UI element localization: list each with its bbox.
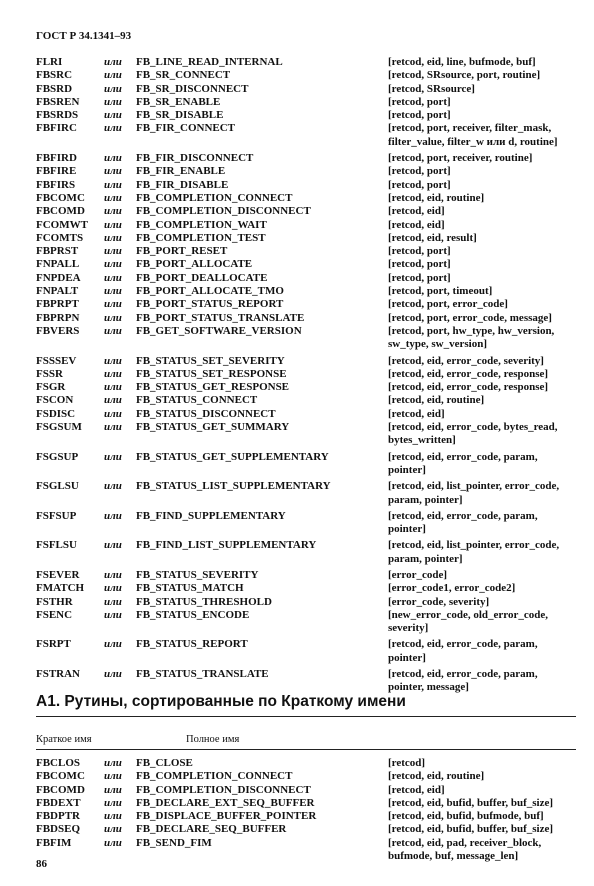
routine-short-name: FBDSEQ xyxy=(36,823,81,836)
or-word: или xyxy=(104,450,122,463)
routine-full-name: FB_STATUS_CONNECT xyxy=(136,394,258,407)
table-row xyxy=(36,232,576,245)
or-word: или xyxy=(104,582,122,595)
routine-short-name: FBPRPT xyxy=(36,298,79,311)
routine-full-name: FB_SR_ENABLE xyxy=(136,95,221,108)
routine-full-name: FB_PORT_ALLOCATE xyxy=(136,258,253,271)
routine-full-name xyxy=(136,652,388,665)
routine-args: [retcod, port, receiver, routine] xyxy=(388,152,533,165)
table-row xyxy=(36,609,576,622)
routine-args: [retcod, eid, error_code, param, xyxy=(388,509,538,522)
routine-short-name: FBSREN xyxy=(36,95,80,108)
table-row-continuation xyxy=(36,652,576,665)
routine-short-name: FCOMTS xyxy=(36,231,84,244)
routine-full-name: FB_DISPLACE_BUFFER_POINTER xyxy=(136,810,317,823)
routine-args: [retcod, SRsource] xyxy=(388,82,475,95)
or-word: или xyxy=(104,595,122,608)
routine-args: [error_code1, error_code2] xyxy=(388,582,516,595)
or-word: или xyxy=(104,231,122,244)
routine-full-name xyxy=(136,553,388,566)
or-word: или xyxy=(104,298,122,311)
table-row xyxy=(36,394,576,407)
routine-args: [retcod] xyxy=(388,757,426,769)
routine-full-name: FB_SR_DISCONNECT xyxy=(136,82,249,95)
routine-full-name: FB_STATUS_GET_SUMMARY xyxy=(136,421,290,434)
routine-full-name: FB_FIND_LIST_SUPPLEMENTARY xyxy=(136,539,317,552)
routine-args: [retcod, port] xyxy=(388,109,451,122)
routine-args: bytes_written] xyxy=(388,434,456,447)
table-row xyxy=(36,165,576,178)
or-word: или xyxy=(104,509,122,522)
table-row xyxy=(36,179,576,192)
routine-full-name: FB_STATUS_LIST_SUPPLEMENTARY xyxy=(136,480,331,493)
routine-short-name: FSGSUP xyxy=(36,450,79,463)
table-row xyxy=(36,510,576,523)
or-word: или xyxy=(104,205,122,218)
table-row xyxy=(36,582,576,595)
table-row xyxy=(36,823,576,836)
sorted-routine-table xyxy=(36,757,576,863)
or-word: или xyxy=(104,324,122,337)
routine-args: [retcod, port, receiver, filter_mask, xyxy=(388,122,552,135)
table-row xyxy=(36,109,576,122)
routine-short-name: FBCOMC xyxy=(36,770,85,783)
routine-full-name: FB_SR_CONNECT xyxy=(136,69,231,82)
or-word xyxy=(104,434,136,447)
or-word xyxy=(104,553,136,566)
routine-full-name xyxy=(136,523,388,536)
routine-args: [retcod, eid, error_code, param, xyxy=(388,668,538,681)
routine-full-name: FB_STATUS_ENCODE xyxy=(136,608,250,621)
routine-short-name: FBDEXT xyxy=(36,796,81,809)
table-row xyxy=(36,272,576,285)
routine-short-name: FBFIM xyxy=(36,836,72,849)
or-word xyxy=(104,850,136,863)
routine-args: [retcod, eid, routine] xyxy=(388,770,485,783)
or-word: или xyxy=(104,394,122,407)
table-row xyxy=(36,480,576,493)
routine-full-name xyxy=(136,464,388,477)
routine-short-name: FBPRPN xyxy=(36,311,80,324)
routine-short-name: FCOMWT xyxy=(36,218,88,231)
or-word: или xyxy=(104,783,122,796)
routine-args: [error_code, severity] xyxy=(388,595,490,608)
routine-args: [retcod, eid, list_pointer, error_code, xyxy=(388,480,560,493)
or-word: или xyxy=(104,421,122,434)
table-row xyxy=(36,810,576,823)
or-word: или xyxy=(104,178,122,191)
routine-args: [retcod, port, hw_type, hw_version, xyxy=(388,324,555,337)
table-row xyxy=(36,539,576,552)
routine-args: sw_type, sw_version] xyxy=(388,338,487,351)
routine-args: [retcod, eid] xyxy=(388,205,445,218)
routine-short-name: FBSRDS xyxy=(36,109,79,122)
routine-short-name: FSGLSU xyxy=(36,480,79,493)
routine-full-name: FB_COMPLETION_WAIT xyxy=(136,218,267,231)
or-word: или xyxy=(104,539,122,552)
routine-full-name: FB_CLOSE xyxy=(136,757,193,769)
or-word: или xyxy=(104,245,122,258)
table-row xyxy=(36,638,576,651)
or-word xyxy=(104,338,136,351)
routine-args: [retcod, eid] xyxy=(388,218,445,231)
routine-args: [retcod, port, error_code] xyxy=(388,298,508,311)
or-word: или xyxy=(104,56,122,68)
routine-args: pointer] xyxy=(388,463,426,476)
routine-full-name: FB_GET_SOFTWARE_VERSION xyxy=(136,324,302,337)
or-word: или xyxy=(104,381,122,394)
routine-short-name: FBVERS xyxy=(36,324,80,337)
routine-full-name: FB_STATUS_DISCONNECT xyxy=(136,407,276,420)
or-word: или xyxy=(104,218,122,231)
routine-full-name: FB_STATUS_REPORT xyxy=(136,638,248,651)
routine-args: [retcod, eid, error_code, bytes_read, xyxy=(388,421,558,434)
routine-args: [retcod, SRsource, port, routine] xyxy=(388,69,541,82)
table-row xyxy=(36,205,576,218)
routine-args: [retcod, eid, error_code, response] xyxy=(388,367,549,380)
table-row xyxy=(36,668,576,681)
routine-short-name: FNPDEA xyxy=(36,271,81,284)
routine-short-name: FBCOMC xyxy=(36,191,85,204)
routine-full-name: FB_STATUS_THRESHOLD xyxy=(136,595,272,608)
routine-short-name xyxy=(36,622,104,635)
col-full-header: Полное имя xyxy=(186,734,240,745)
or-word: или xyxy=(104,407,122,420)
routine-full-name xyxy=(136,136,388,149)
table-row xyxy=(36,569,576,582)
table-row-continuation xyxy=(36,464,576,477)
routine-args: [retcod, port] xyxy=(388,258,451,271)
routine-short-name: FSDISC xyxy=(36,407,76,420)
table-row xyxy=(36,596,576,609)
or-word: или xyxy=(104,122,122,135)
routine-full-name: FB_FIND_SUPPLEMENTARY xyxy=(136,509,286,522)
routine-args: [retcod, port, error_code, message] xyxy=(388,311,552,324)
or-word xyxy=(104,464,136,477)
table-row xyxy=(36,770,576,783)
routine-short-name xyxy=(36,434,104,447)
table-row xyxy=(36,355,576,368)
routine-short-name: FSSSEV xyxy=(36,354,77,367)
routine-short-name: FSSR xyxy=(36,367,63,380)
table-row xyxy=(36,245,576,258)
or-word: или xyxy=(104,568,122,581)
or-word: или xyxy=(104,668,122,681)
table-row xyxy=(36,757,576,770)
routine-full-name: FB_COMPLETION_TEST xyxy=(136,231,266,244)
routine-full-name: FB_FIR_ENABLE xyxy=(136,165,226,178)
routine-full-name: FB_PORT_DEALLOCATE xyxy=(136,271,268,284)
routine-short-name xyxy=(36,523,104,536)
or-word: или xyxy=(104,823,122,836)
routine-short-name xyxy=(36,652,104,665)
table-row xyxy=(36,96,576,109)
header-rule xyxy=(36,749,576,750)
or-word: или xyxy=(104,810,122,823)
table-row xyxy=(36,285,576,298)
routine-args: [retcod, port] xyxy=(388,245,451,258)
or-word: или xyxy=(104,82,122,95)
table-row xyxy=(36,83,576,96)
routine-short-name: FBFIRE xyxy=(36,165,77,178)
routine-args: [retcod, eid, list_pointer, error_code, xyxy=(388,539,560,552)
routine-short-name xyxy=(36,136,104,149)
routine-short-name: FSENC xyxy=(36,608,73,621)
routine-short-name: FSGR xyxy=(36,381,66,394)
or-word: или xyxy=(104,271,122,284)
or-word: или xyxy=(104,69,122,82)
col-short-header: Краткое имя xyxy=(36,734,92,745)
routine-args: severity] xyxy=(388,622,429,635)
table-row xyxy=(36,837,576,850)
routine-args: [retcod, eid, result] xyxy=(388,231,477,244)
routine-short-name xyxy=(36,553,104,566)
table-row xyxy=(36,784,576,797)
routine-short-name xyxy=(36,494,104,507)
or-word: или xyxy=(104,109,122,122)
or-word: или xyxy=(104,836,122,849)
or-word: или xyxy=(104,285,122,298)
routine-args: [retcod, eid, routine] xyxy=(388,394,485,407)
section-rule xyxy=(36,716,576,717)
routine-args: [retcod, port] xyxy=(388,271,451,284)
routine-args: [retcod, eid, error_code, param, xyxy=(388,638,538,651)
table-row xyxy=(36,219,576,232)
routine-short-name: FBFIRC xyxy=(36,122,77,135)
routine-short-name: FSCON xyxy=(36,394,74,407)
routine-args: [retcod, eid, error_code, severity] xyxy=(388,354,544,367)
or-word: или xyxy=(104,165,122,178)
routine-full-name: FB_PORT_STATUS_REPORT xyxy=(136,298,284,311)
routine-args: [retcod, eid, error_code, param, xyxy=(388,450,538,463)
routine-full-name: FB_STATUS_GET_SUPPLEMENTARY xyxy=(136,450,329,463)
routine-full-name xyxy=(136,622,388,635)
or-word: или xyxy=(104,311,122,324)
or-word: или xyxy=(104,638,122,651)
table-row xyxy=(36,152,576,165)
routine-args: [retcod, eid, pad, receiver_block, xyxy=(388,836,542,849)
table-row xyxy=(36,325,576,338)
or-word xyxy=(104,136,136,149)
routine-full-name: FB_FIR_DISABLE xyxy=(136,178,229,191)
or-word xyxy=(104,494,136,507)
or-word: или xyxy=(104,480,122,493)
table-row xyxy=(36,69,576,82)
routine-short-name: FBFIRS xyxy=(36,178,76,191)
table-row xyxy=(36,797,576,810)
routine-short-name: FBSRD xyxy=(36,82,73,95)
routine-short-name: FBCLOS xyxy=(36,757,81,769)
routine-full-name: FB_COMPLETION_DISCONNECT xyxy=(136,205,311,218)
table-row xyxy=(36,56,576,69)
routine-args: [retcod, eid, bufid, buffer, buf_size] xyxy=(388,796,553,809)
table-row xyxy=(36,192,576,205)
routine-table xyxy=(36,56,576,695)
routine-short-name: FBCOMD xyxy=(36,205,85,218)
routine-full-name xyxy=(136,850,388,863)
table-row xyxy=(36,298,576,311)
routine-full-name: FB_STATUS_MATCH xyxy=(136,582,244,595)
routine-full-name xyxy=(136,494,388,507)
or-word: или xyxy=(104,770,122,783)
table-row xyxy=(36,312,576,325)
document-header: ГОСТ Р 34.1341–93 xyxy=(36,30,132,42)
routine-args: [retcod, eid, bufid, buffer, buf_size] xyxy=(388,823,553,836)
or-word: или xyxy=(104,191,122,204)
routine-short-name: FSEVER xyxy=(36,568,80,581)
routine-full-name: FB_PORT_RESET xyxy=(136,245,228,258)
table-row xyxy=(36,421,576,434)
or-word xyxy=(104,652,136,665)
or-word: или xyxy=(104,608,122,621)
routine-short-name: FMATCH xyxy=(36,582,85,595)
routine-full-name: FB_STATUS_TRANSLATE xyxy=(136,668,269,681)
routine-short-name: FNPALL xyxy=(36,258,80,271)
routine-short-name: FSGSUM xyxy=(36,421,82,434)
or-word: или xyxy=(104,367,122,380)
routine-args: filter_value, filter_w или d, routine] xyxy=(388,135,558,148)
page-number: 86 xyxy=(36,858,47,870)
routine-args: [retcod, eid] xyxy=(388,783,445,796)
routine-args: [retcod, port] xyxy=(388,95,451,108)
table-row xyxy=(36,258,576,271)
routine-full-name: FB_STATUS_SET_RESPONSE xyxy=(136,367,287,380)
or-word: или xyxy=(104,757,122,769)
table-row xyxy=(36,451,576,464)
routine-full-name: FB_LINE_READ_INTERNAL xyxy=(136,56,283,68)
routine-args: [retcod, eid, bufid, bufmode, buf] xyxy=(388,810,544,823)
routine-full-name xyxy=(136,338,388,351)
routine-short-name: FBPRST xyxy=(36,245,79,258)
routine-short-name: FNPALT xyxy=(36,285,79,298)
routine-args: [retcod, eid] xyxy=(388,407,445,420)
routine-args: pointer] xyxy=(388,651,426,664)
routine-short-name xyxy=(36,338,104,351)
table-row-continuation xyxy=(36,136,576,149)
routine-full-name: FB_STATUS_SET_SEVERITY xyxy=(136,354,285,367)
or-word: или xyxy=(104,152,122,165)
routine-full-name: FB_FIR_CONNECT xyxy=(136,122,236,135)
routine-short-name: FBSRC xyxy=(36,69,73,82)
table-row-continuation xyxy=(36,494,576,507)
routine-full-name: FB_PORT_STATUS_TRANSLATE xyxy=(136,311,305,324)
routine-short-name: FSFLSU xyxy=(36,539,77,552)
routine-args: [retcod, port] xyxy=(388,178,451,191)
table-row-continuation xyxy=(36,553,576,566)
routine-full-name: FB_FIR_DISCONNECT xyxy=(136,152,254,165)
routine-full-name: FB_COMPLETION_CONNECT xyxy=(136,191,293,204)
routine-full-name: FB_SEND_FIM xyxy=(136,836,212,849)
routine-args: [retcod, port, timeout] xyxy=(388,285,493,298)
routine-short-name: FSFSUP xyxy=(36,509,77,522)
table-row xyxy=(36,368,576,381)
table-row-continuation xyxy=(36,622,576,635)
table-row-continuation xyxy=(36,338,576,351)
table-row-continuation xyxy=(36,523,576,536)
routine-full-name: FB_STATUS_SEVERITY xyxy=(136,568,259,581)
routine-full-name: FB_PORT_ALLOCATE_TMO xyxy=(136,285,284,298)
routine-short-name: FSTHR xyxy=(36,595,73,608)
routine-full-name: FB_DECLARE_SEQ_BUFFER xyxy=(136,823,287,836)
routine-short-name: FBCOMD xyxy=(36,783,85,796)
routine-args: bufmode, buf, message_len] xyxy=(388,850,519,863)
or-word: или xyxy=(104,258,122,271)
routine-full-name: FB_COMPLETION_DISCONNECT xyxy=(136,783,311,796)
routine-full-name: FB_STATUS_GET_RESPONSE xyxy=(136,381,290,394)
routine-short-name: FSTRAN xyxy=(36,668,81,681)
table-row xyxy=(36,381,576,394)
section-title: А1. Рутины, сортированные по Краткому имени xyxy=(36,693,406,710)
routine-args: pointer, message] xyxy=(388,681,469,694)
routine-args: [error_code] xyxy=(388,568,448,581)
routine-full-name: FB_COMPLETION_CONNECT xyxy=(136,770,293,783)
table-row xyxy=(36,408,576,421)
routine-short-name xyxy=(36,464,104,477)
routine-args: [retcod, eid, routine] xyxy=(388,191,485,204)
routine-full-name xyxy=(136,434,388,447)
routine-full-name: FB_DECLARE_EXT_SEQ_BUFFER xyxy=(136,796,315,809)
routine-short-name: FBFIRD xyxy=(36,152,77,165)
routine-full-name: FB_SR_DISABLE xyxy=(136,109,224,122)
routine-args: param, pointer] xyxy=(388,552,463,565)
or-word xyxy=(104,523,136,536)
or-word: или xyxy=(104,354,122,367)
table-row-continuation xyxy=(36,850,576,863)
or-word xyxy=(104,622,136,635)
or-word: или xyxy=(104,95,122,108)
routine-args: [retcod, port] xyxy=(388,165,451,178)
routine-args: [new_error_code, old_error_code, xyxy=(388,608,548,621)
routine-short-name: FBDPTR xyxy=(36,810,80,823)
table-row-continuation xyxy=(36,434,576,447)
routine-args: pointer] xyxy=(388,523,426,536)
routine-args: [retcod, eid, error_code, response] xyxy=(388,381,549,394)
or-word: или xyxy=(104,796,122,809)
routine-short-name: FSRPT xyxy=(36,638,71,651)
routine-args: param, pointer] xyxy=(388,493,463,506)
table-row xyxy=(36,122,576,135)
routine-args: [retcod, eid, line, bufmode, buf] xyxy=(388,56,536,68)
routine-short-name: FLRI xyxy=(36,56,63,68)
